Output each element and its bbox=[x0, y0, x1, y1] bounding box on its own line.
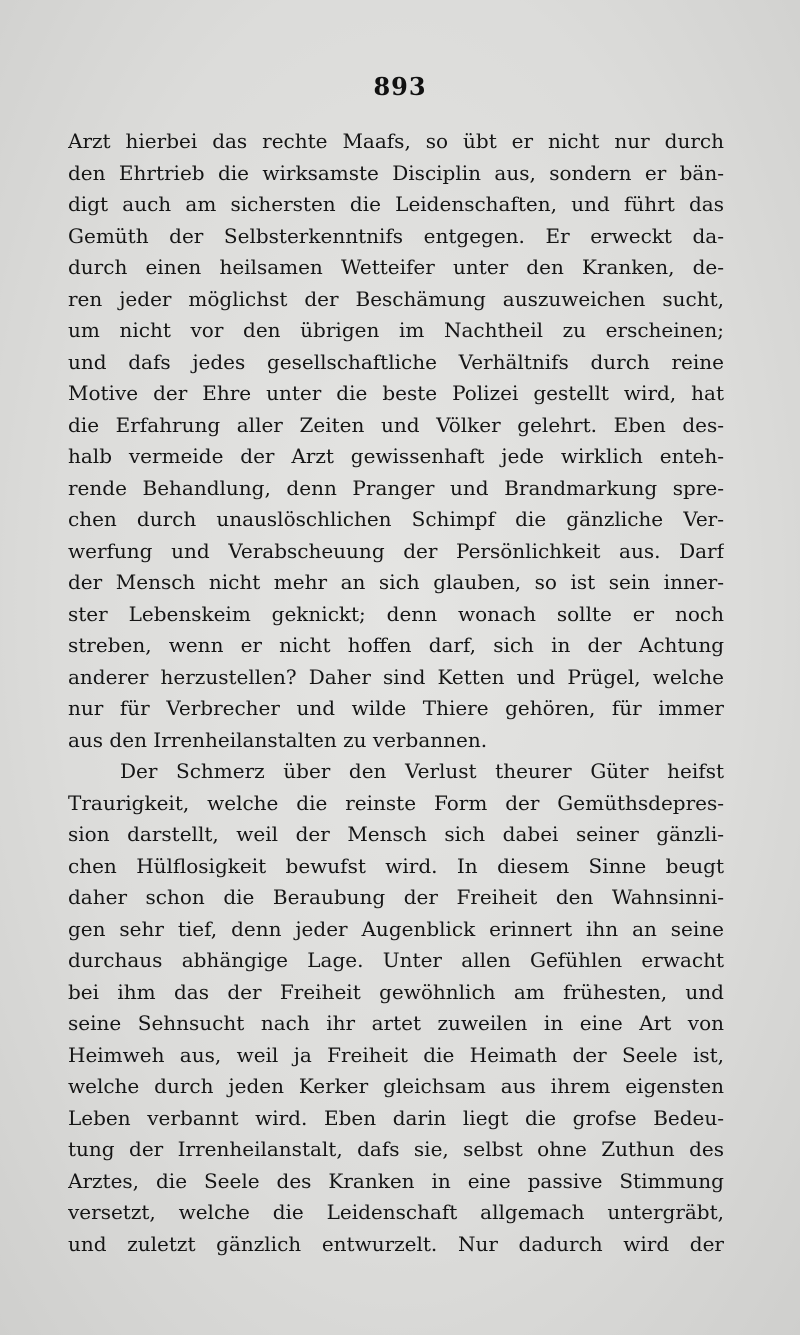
text-line: rende Behandlung, denn Pranger und Brandmarkung spre- bbox=[68, 475, 724, 500]
page-number: 893 bbox=[373, 72, 427, 101]
text-line: halb vermeide der Arzt gewissenhaft jede wirklich enteh- bbox=[68, 444, 724, 468]
text-line: um nicht vor den übrigen im Nachtheil zu erscheinen; bbox=[68, 318, 724, 342]
text-line: der Mensch nicht mehr an sich glauben, so ist sein inner- bbox=[68, 570, 724, 594]
text-line: chen durch unauslöschlichen Schimpf die gänzliche Ver- bbox=[68, 507, 724, 531]
text-line: nur für Verbrecher und wilde Thiere gehören, für immer bbox=[68, 696, 724, 720]
text-line: und dafs jedes gesellschaftliche Verhältnifs durch reine bbox=[68, 349, 724, 374]
text-line: den Ehrtrieb die wirksamste Disciplin aus, sondern er bän- bbox=[68, 160, 724, 185]
text-line: Gemüth der Selbsterkenntnifs entgegen. Er erweckt da- bbox=[68, 223, 724, 248]
text-line: digt auch am sichersten die Leidenschaften, und führt das bbox=[68, 192, 724, 216]
text-line: seine Sehnsucht nach ihr artet zuweilen in eine Art von bbox=[68, 1011, 724, 1035]
text-line: sion darstellt, weil der Mensch sich dabei seiner gänzli- bbox=[68, 822, 724, 846]
text-line: Arztes, die Seele des Kranken in eine passive Stimmung bbox=[68, 1168, 724, 1193]
text-line: Heimweh aus, weil ja Freiheit die Heimath der Seele ist, bbox=[68, 1042, 724, 1067]
text-line: tung der Irrenheilanstalt, dafs sie, selbst ohne Zuthun des bbox=[68, 1137, 724, 1161]
text-line: ster Lebenskeim geknickt; denn wonach sollte er noch bbox=[68, 601, 724, 626]
body-text bbox=[68, 126, 724, 1260]
text-line: aus den Irrenheilanstalten zu verbannen. bbox=[68, 727, 488, 752]
text-line: Der Schmerz über den Verlust theurer Güter heifst bbox=[120, 759, 724, 783]
text-line: gen sehr tief, denn jeder Augenblick erinnert ihn an seine bbox=[68, 916, 724, 941]
text-line: anderer herzustellen? Daher sind Ketten und Prügel, welche bbox=[68, 664, 724, 689]
text-line: streben, wenn er nicht hoffen darf, sich in der Achtung bbox=[68, 633, 724, 657]
text-line: Traurigkeit, welche die reinste Form der Gemüthsdepres- bbox=[68, 790, 724, 815]
text-line: welche durch jeden Kerker gleichsam aus ihrem eigensten bbox=[68, 1074, 724, 1098]
text-line: Leben verbannt wird. Eben darin liegt die grofse Bedeu- bbox=[68, 1105, 724, 1130]
text-line: die Erfahrung aller Zeiten und Völker gelehrt. Eben des- bbox=[68, 412, 724, 437]
text-line: chen Hülflosigkeit bewufst wird. In diesem Sinne beugt bbox=[68, 853, 724, 878]
text-line: versetzt, welche die Leidenschaft allgemach untergräbt, bbox=[68, 1200, 724, 1224]
text-line: und zuletzt gänzlich entwurzelt. Nur dadurch wird der bbox=[68, 1231, 724, 1256]
text-line: ren jeder möglichst der Beschämung auszuweichen sucht, bbox=[68, 286, 724, 311]
text-line: werfung und Verabscheuung der Persönlichkeit aus. Darf bbox=[68, 538, 724, 563]
text-line: Arzt hierbei das rechte Maafs, so übt er nicht nur durch bbox=[68, 129, 724, 153]
text-line: Motive der Ehre unter die beste Polizei gestellt wird, hat bbox=[68, 381, 724, 405]
text-line: durch einen heilsamen Wetteifer unter den Kranken, de- bbox=[68, 255, 724, 279]
text-line: durchaus abhängige Lage. Unter allen Gefühlen erwacht bbox=[68, 948, 724, 972]
text-line: daher schon die Beraubung der Freiheit den Wahnsinni- bbox=[68, 885, 724, 909]
text-line: bei ihm das der Freiheit gewöhnlich am frühesten, und bbox=[68, 979, 724, 1004]
